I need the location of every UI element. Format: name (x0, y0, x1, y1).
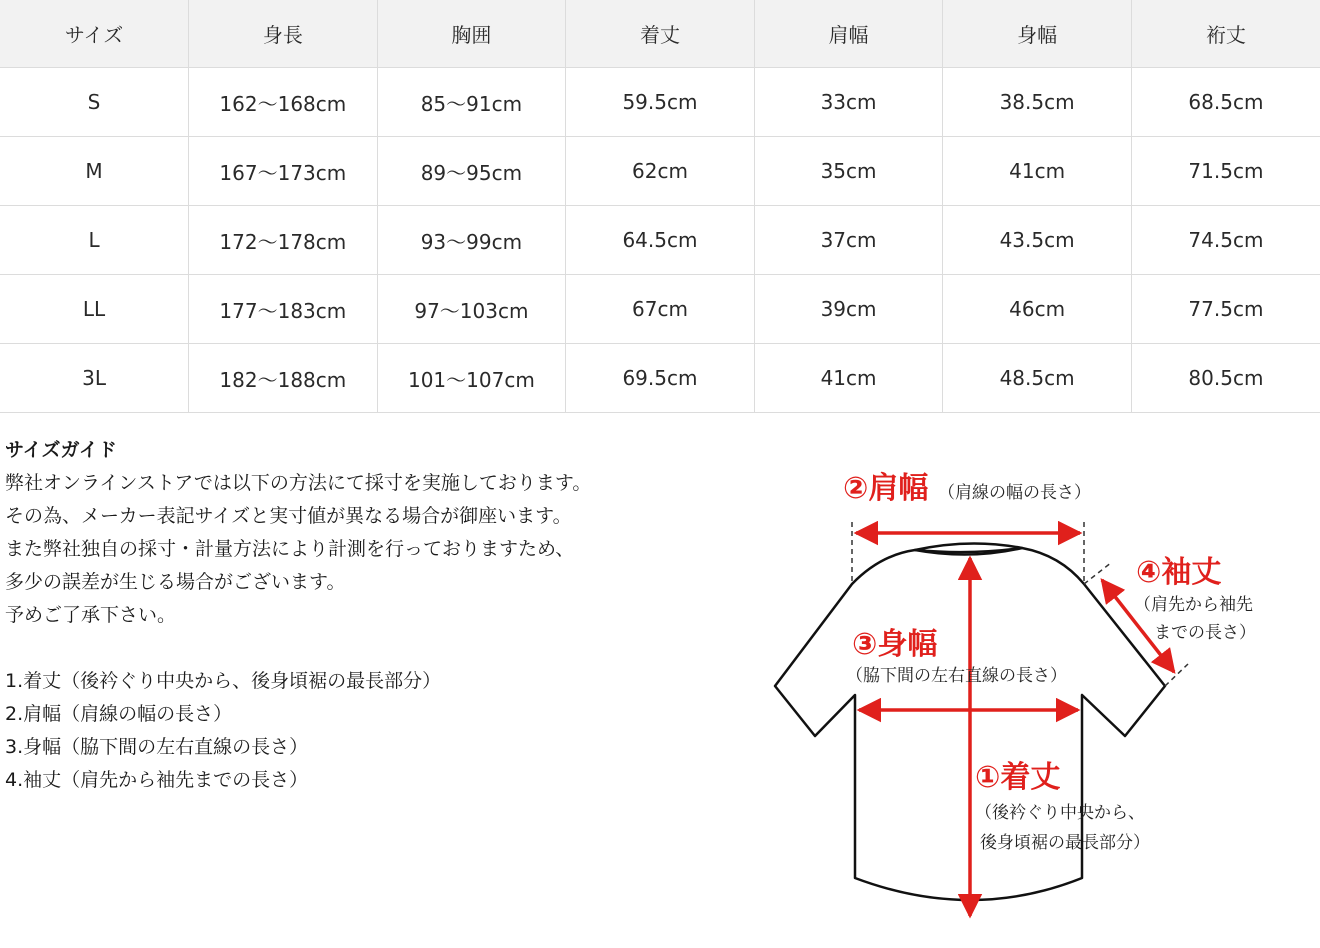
guide-item-sleeve: 4.袖丈（肩先から袖先までの長さ） (5, 769, 309, 791)
table-cell: 67cm (566, 275, 755, 344)
guide-text-line: 予めご了承下さい。 (5, 604, 177, 626)
shirt-measurement-diagram (760, 460, 1280, 930)
table-cell: 85〜91cm (377, 68, 566, 137)
header-sleeve: 裄丈 (1131, 0, 1320, 68)
table-cell: 41cm (754, 344, 943, 413)
table-cell: 69.5cm (566, 344, 755, 413)
table-row (0, 68, 1320, 137)
table-cell: 39cm (754, 275, 943, 344)
table-cell: 77.5cm (1131, 275, 1320, 344)
header-shoulder: 肩幅 (754, 0, 943, 68)
table-cell: 162〜168cm (189, 68, 378, 137)
table-cell: 64.5cm (566, 206, 755, 275)
table-cell: 62cm (566, 137, 755, 206)
table-cell: 59.5cm (566, 68, 755, 137)
guide-item-shoulder: 2.肩幅（肩線の幅の長さ） (5, 703, 233, 725)
table-cell: 41cm (943, 137, 1132, 206)
table-row (0, 206, 1320, 275)
table-cell: 33cm (754, 68, 943, 137)
size-table (0, 0, 1320, 413)
table-cell: 3L (0, 344, 189, 413)
header-chest: 胸囲 (377, 0, 566, 68)
header-height: 身長 (189, 0, 378, 68)
table-cell: 71.5cm (1131, 137, 1320, 206)
chest-label-title: ③身幅 (852, 627, 938, 662)
table-cell: 46cm (943, 275, 1132, 344)
length-label-note-2: 後身頃裾の最長部分） (980, 833, 1150, 853)
table-cell: 80.5cm (1131, 344, 1320, 413)
shoulder-label-note: （肩線の幅の長さ） (938, 483, 1091, 503)
sleeve-guide-top (1084, 562, 1112, 584)
table-cell: 74.5cm (1131, 206, 1320, 275)
guide-text-line: その為、メーカー表記サイズと実寸値が異なる場合が御座います。 (5, 505, 572, 527)
guide-item-length: 1.着丈（後衿ぐり中央から、後身頃裾の最長部分） (5, 670, 442, 692)
table-cell: 101〜107cm (377, 344, 566, 413)
chest-label-note: （脇下間の左右直線の長さ） (846, 666, 1067, 686)
guide-text-line: 多少の誤差が生じる場合がございます。 (5, 571, 346, 593)
table-cell: 37cm (754, 206, 943, 275)
sleeve-label-title: ④袖丈 (1136, 555, 1222, 590)
size-guide (5, 434, 765, 797)
guide-text-line: 弊社オンラインストアでは以下の方法にて採寸を実施しております。 (5, 472, 592, 494)
table-cell: L (0, 206, 189, 275)
table-row (0, 137, 1320, 206)
table-cell: 97〜103cm (377, 275, 566, 344)
table-cell: 177〜183cm (189, 275, 378, 344)
table-row (0, 275, 1320, 344)
table-cell: 172〜178cm (189, 206, 378, 275)
header-body-width: 身幅 (943, 0, 1132, 68)
size-guide-title: サイズガイド (5, 439, 117, 461)
table-cell: 38.5cm (943, 68, 1132, 137)
table-cell: 89〜95cm (377, 137, 566, 206)
size-table-header-row (0, 0, 1320, 68)
spacer (5, 632, 765, 665)
table-row (0, 344, 1320, 413)
sleeve-label-note-1: （肩先から袖先 (1134, 595, 1253, 615)
header-length: 着丈 (566, 0, 755, 68)
header-size: サイズ (0, 0, 189, 68)
table-cell: 93〜99cm (377, 206, 566, 275)
table-cell: M (0, 137, 189, 206)
guide-item-body-width: 3.身幅（脇下間の左右直線の長さ） (5, 736, 309, 758)
table-cell: LL (0, 275, 189, 344)
length-label-title: ①着丈 (975, 760, 1061, 795)
shoulder-label-title: ②肩幅 (843, 471, 929, 506)
guide-text-line: また弊社独自の採寸・計量方法により計測を行っておりますため、 (5, 538, 575, 560)
table-cell: 68.5cm (1131, 68, 1320, 137)
table-cell: 48.5cm (943, 344, 1132, 413)
table-cell: 167〜173cm (189, 137, 378, 206)
length-label-note-1: （後衿ぐり中央から、 (975, 803, 1145, 823)
table-cell: S (0, 68, 189, 137)
table-cell: 35cm (754, 137, 943, 206)
sleeve-label-note-2: までの長さ） (1154, 623, 1256, 643)
table-cell: 182〜188cm (189, 344, 378, 413)
table-cell: 43.5cm (943, 206, 1132, 275)
